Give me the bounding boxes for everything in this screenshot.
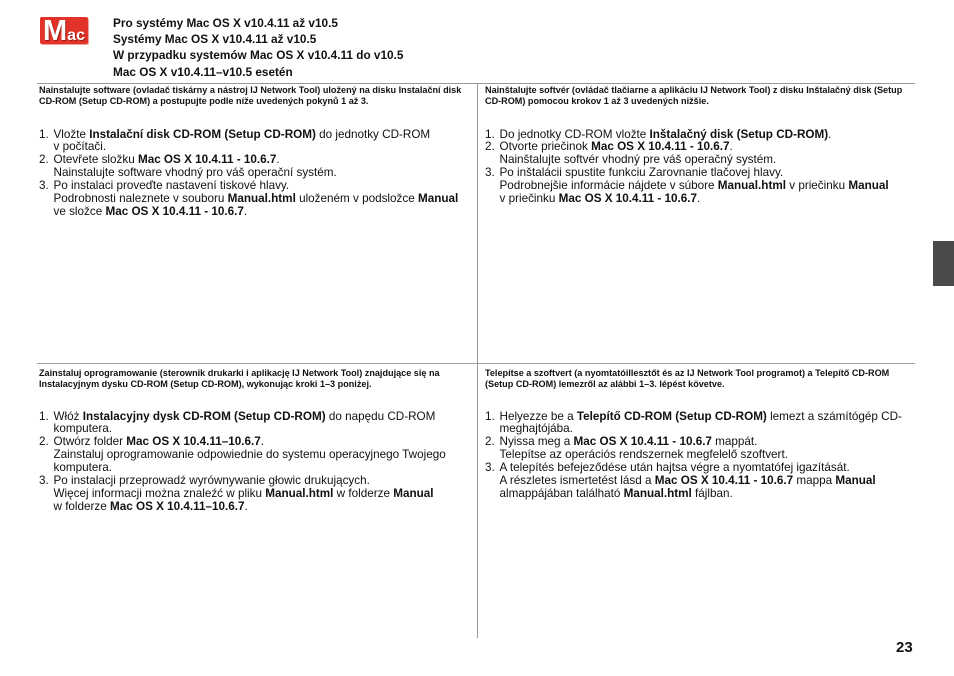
step-text: . [276, 153, 280, 167]
step-line [500, 488, 902, 501]
step-2 [39, 154, 458, 180]
intro-polish [39, 368, 440, 389]
step-text: Zainstaluj oprogramowanie odpowiednie do systemu operacyjnego Twojego [53, 448, 446, 462]
divider-vertical [477, 83, 479, 638]
step-emphasis: Mac OS X 10.4.11 - 10.6.7 [591, 140, 730, 154]
step-number: 2. [485, 140, 495, 154]
step-text: . [243, 204, 248, 218]
step-number: 2. [39, 153, 49, 167]
header-title: Pro systémy Mac OS X v10.4.11 až v10.5 [113, 15, 338, 30]
step-emphasis: Mac OS X 10.4.11–10.6.7 [110, 499, 245, 513]
step-emphasis: Manual.html [265, 486, 334, 500]
step-number: 2. [485, 435, 495, 449]
step-text: w folderze [53, 499, 111, 513]
step-text: Otwórz folder [53, 435, 127, 449]
step-text: Telepítse az operációs rendszernek megfelelő szoftvert. [499, 448, 788, 462]
step-number: 3. [39, 179, 49, 193]
mac-logo [40, 17, 88, 44]
step-text: Po inštalácii spustite funkciu Zarovnanie tlačovej hlavy. [499, 166, 784, 180]
steps-czech [39, 129, 458, 219]
intro-line: CD-ROM) pomocou krokov 1 až 3 uvedených nižšie. [485, 95, 709, 106]
step-1 [39, 411, 446, 437]
step-text: do jednotky CD-ROM [315, 127, 431, 141]
step-text: v priečinku [499, 191, 559, 205]
step-text: Do jednotky CD-ROM vložte [499, 127, 650, 141]
steps-slovak [485, 129, 889, 206]
step-1 [39, 129, 458, 155]
step-text: . [260, 435, 265, 449]
step-emphasis: Mac OS X 10.4.11 - 10.6.7 [654, 473, 794, 487]
intro-line: (Setup CD-ROM) lemezről az alábbi 1–3. lépést követve. [485, 378, 725, 389]
step-text: Otevřete složku [53, 153, 138, 167]
intro-line: CD-ROM (Setup CD-ROM) a postupujte podle níže uvedených pokynů 1 až 3. [39, 95, 369, 106]
step-emphasis: Inštalačný disk (Setup CD-ROM) [649, 127, 829, 141]
page-number: 23 [896, 639, 913, 656]
step-emphasis: Mac OS X 10.4.11–10.6.7 [126, 435, 261, 449]
intro-line: Zainstaluj oprogramowanie (sterownik drukarki i aplikację IJ Network Tool) znajdujące się na [39, 368, 440, 378]
step-number: 1. [485, 409, 495, 423]
step-emphasis: Mac OS X 10.4.11 - 10.6.7 [573, 435, 712, 449]
step-number: 1. [485, 127, 495, 141]
step-3 [485, 167, 889, 206]
step-text: almappájában található [499, 486, 624, 500]
step-text: A részletes ismertetést lásd a [499, 473, 655, 487]
step-emphasis: Manual.html [227, 191, 296, 205]
header-title: Systémy Mac OS X v10.4.11 až v10.5 [113, 32, 317, 47]
step-text: v počítači. [53, 140, 107, 154]
step-text: Podrobnosti naleznete v souboru [53, 191, 228, 205]
intro-line: Nainštalujte softvér (ovládač tlačiarne a aplikáciu IJ Network Tool) z disku Inštalačný disk (Setup [485, 85, 903, 95]
step-1 [485, 411, 902, 437]
step-text: mappa [793, 473, 836, 487]
intro-line: Nainstalujte software (ovladač tiskárny a nástroj IJ Network Tool) uložený na disku Instalační disk [39, 85, 462, 95]
step-3 [485, 462, 902, 501]
step-line [54, 206, 459, 219]
step-text: lemezt a számítógép CD- [766, 409, 902, 423]
step-emphasis: Manual [417, 191, 459, 205]
step-3 [39, 475, 446, 514]
step-text: komputera. [53, 422, 112, 436]
step-text: . [244, 499, 248, 513]
step-text: Nyissa meg a [499, 435, 574, 449]
step-emphasis: Mac OS X 10.4.11 - 10.6.7 [558, 191, 698, 205]
step-number: 3. [39, 473, 49, 487]
step-text: Nainstalujte software vhodný pro váš operační systém. [53, 166, 337, 180]
step-number: 1. [39, 409, 49, 423]
step-emphasis: Manual [835, 473, 876, 487]
step-2 [485, 436, 902, 462]
step-emphasis: Manual.html [717, 179, 786, 193]
step-text: . [729, 140, 733, 154]
step-line [54, 411, 446, 424]
step-number: 3. [485, 166, 495, 180]
step-text: meghajtójába. [499, 422, 573, 436]
step-text: A telepítés befejeződése után hajtsa végre a nyomtatófej igazítását. [499, 461, 850, 475]
step-emphasis: Mac OS X 10.4.11 - 10.6.7 [137, 153, 277, 167]
intro-hungarian [485, 368, 889, 389]
steps-polish [39, 411, 446, 514]
step-text: ve složce [53, 204, 106, 218]
step-emphasis: Manual [393, 486, 434, 500]
mac-logo-letters: ac [67, 27, 85, 44]
step-text: Otvorte priečinok [499, 140, 592, 154]
step-emphasis: Telepítő CD-ROM (Setup CD-ROM) [576, 409, 767, 423]
step-text: Po instalacji przeprowadź wyrównywanie głowic drukujących. [53, 473, 370, 487]
step-text: Włóż [53, 409, 83, 423]
page-header [113, 15, 403, 80]
step-emphasis: Mac OS X 10.4.11 - 10.6.7 [105, 204, 244, 218]
intro-line: Telepítse a szoftvert (a nyomtatóillesztőt és az IJ Network Tool programot) a Telepítő CD-ROM [485, 368, 890, 378]
step-line [54, 449, 446, 462]
step-text: . [697, 191, 701, 205]
intro-czech [39, 85, 461, 106]
step-emphasis: Instalacyjny dysk CD-ROM (Setup CD-ROM) [82, 409, 326, 423]
step-text: do napędu CD-ROM [325, 409, 436, 423]
step-text: Nainštalujte softvér vhodný pre váš operačný systém. [499, 153, 777, 167]
step-2 [39, 436, 446, 475]
step-line [54, 129, 459, 142]
step-text: Po instalaci proveďte nastavení tiskové hlavy. [53, 179, 290, 193]
header-title: Mac OS X v10.4.11–v10.5 esetén [113, 64, 293, 79]
step-line [500, 193, 889, 206]
intro-slovak [485, 85, 902, 106]
step-3 [39, 180, 458, 219]
step-2 [485, 141, 889, 167]
step-number: 2. [39, 435, 49, 449]
step-text: Podrobnejšie informácie nájdete v súbore [499, 179, 718, 193]
step-number: 3. [485, 461, 495, 475]
step-text: komputera. [53, 461, 112, 475]
step-text: uloženém v podsložce [295, 191, 418, 205]
step-emphasis: Manual [848, 179, 889, 193]
step-emphasis: Instalační disk CD-ROM (Setup CD-ROM) [89, 127, 316, 141]
step-number: 1. [39, 127, 49, 141]
step-text: mappát. [711, 435, 758, 449]
step-text: fájlban. [691, 486, 733, 500]
steps-hungarian [485, 411, 902, 501]
section-tab [933, 241, 954, 286]
step-text: v priečinku [785, 179, 849, 193]
mac-logo-letter: M [43, 17, 68, 44]
step-text: Vložte [53, 127, 90, 141]
step-text: . [828, 127, 832, 141]
step-text: Więcej informacji można znaleźć w pliku [53, 486, 266, 500]
step-text: Helyezze be a [499, 409, 577, 423]
step-line [54, 501, 446, 514]
step-text: w folderze [333, 486, 394, 500]
step-emphasis: Manual.html [623, 486, 692, 500]
intro-line: Instalacyjnym dysku CD-ROM (Setup CD-ROM), wykonując kroki 1–3 poniżej. [39, 378, 372, 389]
header-title: W przypadku systemów Mac OS X v10.4.11 do v10.5 [113, 48, 404, 63]
